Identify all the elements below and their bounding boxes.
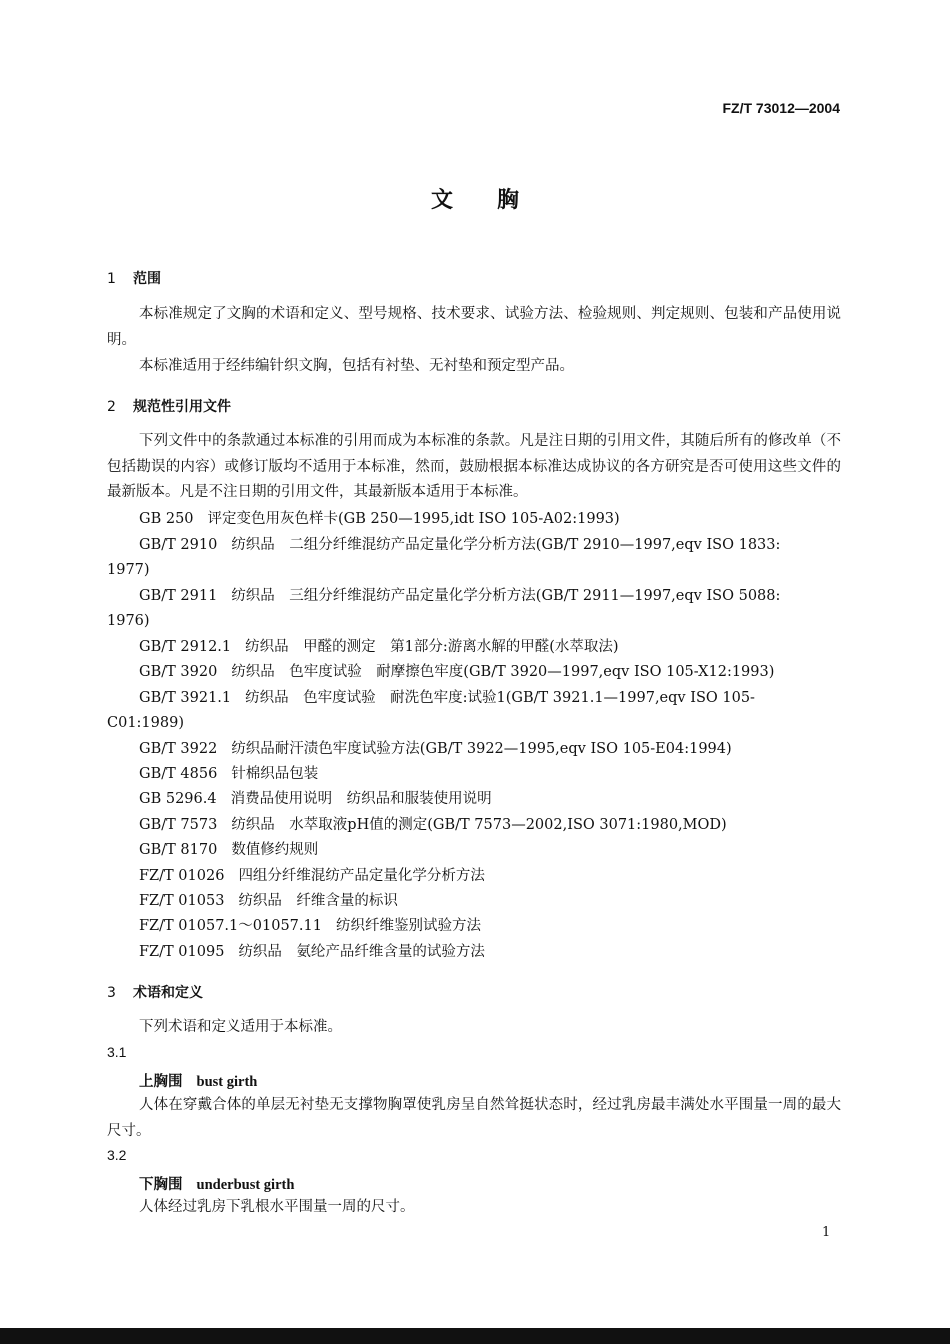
reference-title: 纺织品 甲醛的测定 第1部分:游离水解的甲醛(水萃取法)	[245, 639, 619, 655]
reference-title: 针棉织品包装	[231, 766, 319, 782]
reference-item	[107, 813, 727, 839]
reference-code: FZ/T 01057.1～01057.11	[139, 918, 322, 934]
reference-code: GB/T 2912.1	[139, 639, 232, 655]
reference-code: FZ/T 01053	[139, 893, 225, 909]
reference-code: GB/T 8170	[139, 842, 218, 858]
reference-item	[107, 787, 492, 813]
section-title: 术语和定义	[133, 985, 203, 1001]
reference-title: 纺织品 二组分纤维混纺产品定量化学分析方法(GB/T 2910—1997,eqv ISO 1833:	[231, 537, 781, 553]
section-1-heading	[107, 268, 161, 288]
reference-title: 纺织品 色牢度试验 耐摩擦色牢度(GB/T 3920—1997,eqv ISO 105-X12:1993)	[231, 664, 775, 680]
section-title: 规范性引用文件	[133, 399, 231, 415]
section-title: 范围	[133, 271, 161, 287]
term-cn: 上胸围	[139, 1074, 183, 1090]
page-title: 文胸	[430, 188, 563, 213]
section-2-heading	[107, 396, 231, 416]
reference-code: FZ/T 01095	[139, 944, 225, 960]
scope-paragraph-2: 本标准适用于经纬编针织文胸，包括有衬垫、无衬垫和预定型产品。	[139, 358, 574, 374]
reference-code: GB 250	[139, 511, 194, 527]
reference-item	[107, 660, 774, 686]
reference-title: 纺织品 纤维含量的标识	[238, 893, 398, 909]
reference-item	[107, 914, 481, 940]
reference-title: 数值修约规则	[231, 842, 319, 858]
section-number: 2	[107, 399, 116, 415]
reference-item	[107, 762, 318, 788]
standard-number: FZ/T 73012—2004	[722, 100, 840, 116]
reference-title: 评定变色用灰色样卡(GB 250—1995,idt ISO 105-A02:1993)	[207, 511, 620, 527]
reference-code: GB/T 3922	[139, 741, 218, 757]
reference-title: 纺织品 三组分纤维混纺产品定量化学分析方法(GB/T 2911—1997,eqv ISO 5088:	[231, 588, 781, 604]
reference-item	[107, 838, 318, 864]
section-number: 1	[107, 271, 116, 287]
references-intro: 下列文件中的条款通过本标准的引用而成为本标准的条款。凡是注日期的引用文件，其随后所有的修改单（不包括勘误的内容）或修订版均不适用于本标准，然而，鼓励根据本标准达成协议的各方研究是否可使用这些文件的最新版本。凡是不注日期的引用文件，其最新版本适用于本标准。	[107, 433, 841, 501]
reference-item	[107, 635, 619, 661]
scope-paragraph-1: 本标准规定了文胸的术语和定义、型号规格、技术要求、试验方法、检验规则、判定规则、包装和产品使用说明。	[107, 306, 841, 348]
term-heading	[139, 1070, 257, 1091]
reference-title: 纺织品 色牢度试验 耐洗色牢度:试验1(GB/T 3921.1—1997,eqv ISO 105-	[245, 690, 755, 706]
reference-code: GB/T 4856	[139, 766, 218, 782]
terms-intro: 下列术语和定义适用于本标准。	[139, 1019, 342, 1035]
reference-code: GB 5296.4	[139, 791, 217, 807]
page-number: 1	[822, 1225, 831, 1240]
reference-title: 纺织纤维鉴别试验方法	[335, 918, 481, 934]
reference-code: FZ/T 01026	[139, 868, 225, 884]
reference-item	[107, 533, 780, 559]
reference-item	[107, 584, 780, 610]
reference-title: 纺织品 水萃取液pH值的测定(GB/T 7573—2002,ISO 3071:1980,MOD)	[231, 817, 727, 833]
reference-code: GB/T 3921.1	[139, 690, 232, 706]
reference-continuation: C01:1989)	[107, 715, 184, 731]
reference-code: GB/T 2910	[139, 537, 218, 553]
term-definition: 人体经过乳房下乳根水平围量一周的尺寸。	[139, 1199, 415, 1215]
reference-code: GB/T 7573	[139, 817, 218, 833]
reference-code: GB/T 2911	[139, 588, 218, 604]
reference-continuation: 1976)	[107, 613, 150, 629]
reference-continuation: 1977)	[107, 562, 150, 578]
section-number: 3	[107, 985, 116, 1001]
reference-title: 纺织品 氨纶产品纤维含量的试验方法	[238, 944, 485, 960]
term-number: 3.1	[107, 1044, 127, 1060]
reference-title: 纺织品耐汗渍色牢度试验方法(GB/T 3922—1995,eqv ISO 105-E04:1994)	[231, 741, 732, 757]
section-3-heading	[107, 982, 203, 1002]
reference-item	[107, 889, 398, 915]
term-en: bust girth	[196, 1074, 258, 1090]
reference-item	[107, 940, 485, 966]
term-heading	[139, 1173, 294, 1194]
term-number: 3.2	[107, 1147, 127, 1163]
reference-title: 四组分纤维混纺产品定量化学分析方法	[238, 868, 485, 884]
reference-code: GB/T 3920	[139, 664, 218, 680]
term-en: underbust girth	[196, 1177, 295, 1193]
reference-title: 消费品使用说明 纺织品和服装使用说明	[230, 791, 492, 807]
term-cn: 下胸围	[139, 1177, 183, 1193]
reference-item	[107, 864, 485, 890]
reference-item	[107, 686, 755, 712]
reference-item	[107, 507, 620, 533]
bottom-border	[0, 1328, 950, 1344]
term-definition: 人体在穿戴合体的单层无衬垫无支撑物胸罩使乳房呈自然耸挺状态时，经过乳房最丰满处水平围量一周的最大尺寸。	[107, 1097, 841, 1139]
reference-item	[107, 737, 732, 763]
